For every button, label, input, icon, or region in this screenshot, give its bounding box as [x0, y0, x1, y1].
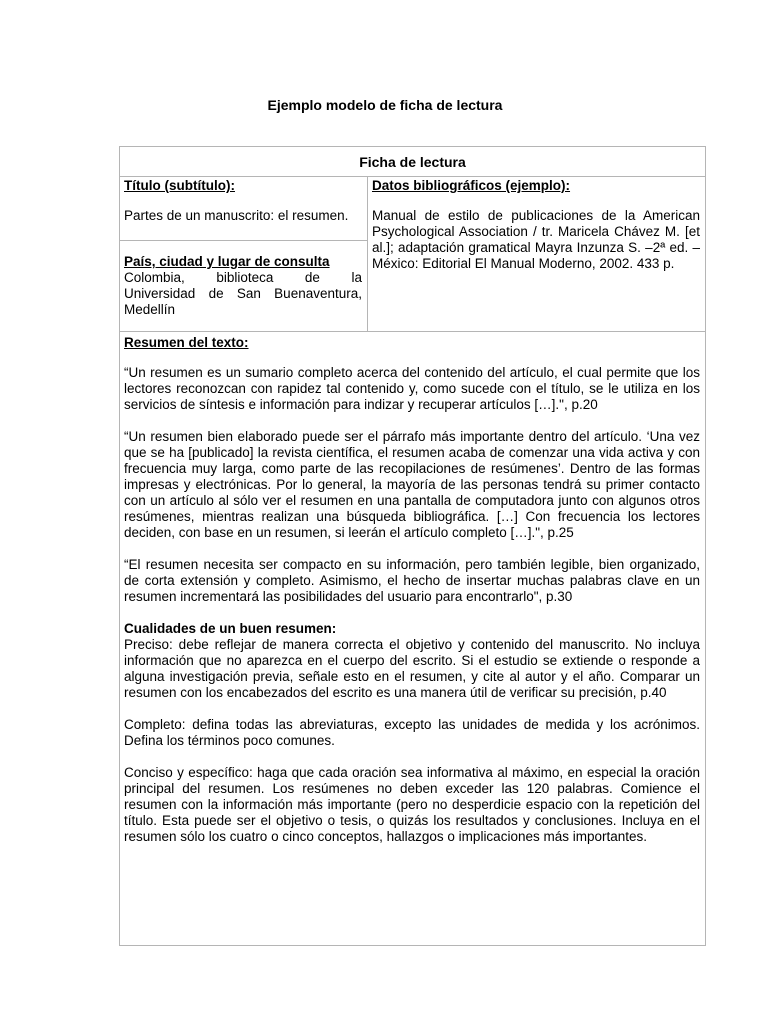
qualities-heading: Cualidades de un buen resumen: [124, 621, 337, 636]
card-header: Ficha de lectura [120, 147, 705, 177]
quote-paragraph: “El resumen necesita ser compacto en su información, pero también legible, bien organizado, de corta extensión y completo. Asimismo, el hecho de insertar muchas palabras clave en un resumen incrementará las posibilidades del usuario para encontrarlo", p.30 [124, 557, 700, 604]
place-label: País, ciudad y lugar de consulta [124, 254, 330, 269]
place-cell [120, 241, 367, 331]
left-column [120, 177, 368, 331]
summary-label: Resumen del texto: [124, 335, 249, 350]
card-top-grid [120, 177, 705, 332]
summary-section [120, 335, 705, 845]
place-line-2: Universidad de San Buenaventura, Medellín [124, 286, 362, 317]
biblio-label: Datos bibliográficos (ejemplo): [372, 178, 571, 193]
quote-paragraph: “Un resumen bien elaborado puede ser el párrafo más importante dentro del artículo. ‘Una vez que se ha [publicado] la revista científica, el resumen acaba de comenzar una vida activa y con frecuencia muy larga, como parte de las recopilaciones de resúmenes’. Dentro de las formas impresas y electrónicas. Por lo general, la mayoría de las personas tendrá su primer contacto con un artículo al sólo ver el resumen en una pantalla de computadora junto con algunos otros resúmenes, mientras realizan una búsqueda bibliográfica. […] Con frecuencia los lectores deciden, con base en un resumen, si leerán el artículo completo […].", p.25 [124, 429, 700, 540]
biblio-value: Manual de estilo de publicaciones de la American Psychological Association / tr. Maricela Chávez M. [et al.]; adaptación gramatical Mayra Inzunza S. –2ª ed. – México: Editorial El Manual Moderno, 2002. 433 p. [372, 208, 700, 271]
reading-card [119, 146, 706, 946]
quality-complete: Completo: defina todas las abreviaturas, excepto las unidades de medida y los acrónimos. Defina los términos poco comunes. [124, 717, 700, 748]
quality-precise: Preciso: debe reflejar de manera correcta el objetivo y contenido del manuscrito. No incluya información que no aparezca en el cuerpo del escrito. Si el estudio se extiende o responde a alguna investigación previa, señale esto en el resumen, y cite al autor y el año. Comparar un resumen con los encabezados del escrito es una manera útil de verificar su precisión, p.40 [124, 637, 700, 700]
title-label: Título (subtítulo): [124, 178, 235, 193]
title-value: Partes de un manuscrito: el resumen. [124, 208, 349, 223]
document-title: Ejemplo modelo de ficha de lectura [267, 97, 503, 113]
right-column [368, 177, 705, 331]
title-cell [120, 177, 367, 241]
quote-paragraph: “Un resumen es un sumario completo acerca del contenido del artículo, el cual permite que los lectores reconozcan con rapidez tal contenido y, como sucede con el título, se le utiliza en los servicios de síntesis e información para indizar y recuperar artículos […].", p.20 [124, 365, 700, 412]
quality-concise: Conciso y específico: haga que cada oración sea informativa al máximo, en especial la oración principal del resumen. Los resúmenes no deben exceder las 120 palabras. Comience el resumen con la información más importante (pero no desperdicie espacio con la repetición del título. Esta puede ser el objetivo o tesis, o quizás los resultados y conclusiones. Incluya en el resumen sólo los cuatro o cinco conceptos, hallazgos o implicaciones más importantes. [124, 765, 700, 844]
place-line-1: Colombia, biblioteca de la [124, 270, 362, 285]
